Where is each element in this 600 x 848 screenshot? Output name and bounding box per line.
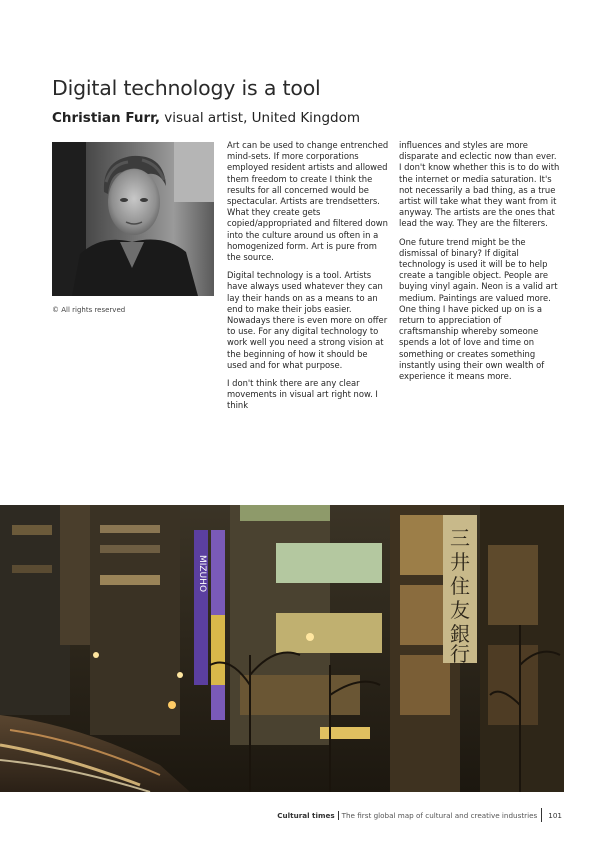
bank-sign-char: 友	[450, 598, 470, 622]
paragraph: I don't think there are any clear movements in visual art right now. I think	[227, 378, 378, 411]
page-number-divider	[541, 808, 542, 822]
page-footer	[277, 808, 562, 822]
paragraph: influences and styles are more disparate and eclectic now than ever. I don't know whether this is to do with the internet or media saturation. It's not necessarily a bad thing, as a true artist will take what they want from it anyway. The artists are the ones that lead the way. They are the filterers.	[399, 140, 560, 229]
article-title: Digital technology is a tool	[52, 76, 321, 100]
author-portrait	[52, 142, 214, 296]
author-byline	[52, 110, 360, 126]
portrait-image	[52, 142, 214, 296]
photo-caption: © All rights reserved	[52, 306, 126, 314]
bank-sign-char: 井	[450, 550, 470, 574]
street-scene-image	[0, 505, 564, 792]
article-column-left	[227, 140, 389, 419]
publication-name: Cultural times	[277, 810, 335, 820]
bank-sign-char: 住	[450, 574, 470, 598]
publication-description: The first global map of cultural and creative industries	[341, 810, 538, 820]
paragraph: Digital technology is a tool. Artists have always used whatever they can lay their hands on as a means to an end to make their jobs easier. Nowadays there is even more on offer to use. For any digital technology to work well you need a strong vision at the beginning of how it should be used and for what purpose.	[227, 270, 388, 370]
street-photo	[0, 505, 564, 792]
author-role: visual artist, United Kingdom	[159, 110, 361, 126]
author-name: Christian Furr,	[52, 110, 160, 126]
paragraph: Art can be used to change entrenched mind-sets. If more corporations employed resident artists and allowed them freedom to create I think the results for all concerned would be spectacular. Artists are trendsetters. What they create gets copied/appropriated and filtered down into the culture around us often in a homogenized form. Art is pure from the source.	[227, 140, 389, 263]
bank-sign-char: 三	[450, 526, 470, 550]
paragraph: One future trend might be the dismissal of binary? If digital technology is used it will be to help create a tangible object. People are buying vinyl again. Neon is a valid art medium. Paintings are valued more. One thing I have picked up on is a return to appreciation of craftsmanship whereby someone spends a lot of love and time on something or creates something instantly using their own wealth of experience it means more.	[399, 236, 558, 382]
bank-sign-char: 銀	[450, 622, 470, 646]
page-number: 101	[548, 810, 562, 820]
shop-sign: MIZUHO	[197, 555, 207, 593]
footer-divider	[338, 811, 339, 820]
article-column-right	[399, 140, 561, 389]
bank-sign-char: 行	[450, 642, 470, 666]
